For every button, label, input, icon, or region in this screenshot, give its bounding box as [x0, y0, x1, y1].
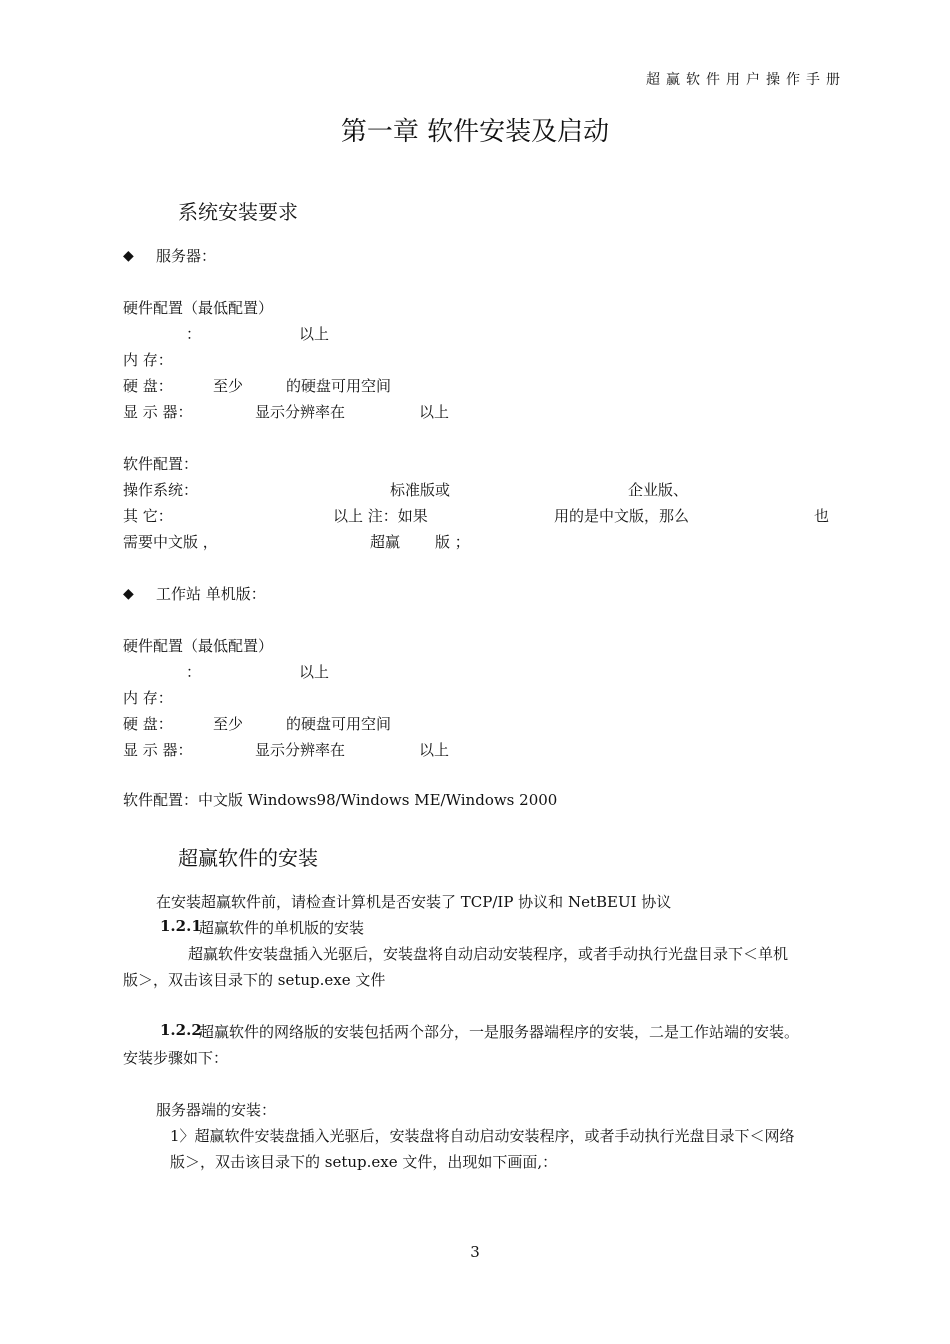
ws-disk-label: 硬 盘：	[123, 715, 173, 733]
bullet-diamond-icon: ◆	[123, 586, 134, 602]
install-intro: 在安装超赢软件前，请检查计算机是否安装了 TCP/IP 协议和 NetBEUI 协议	[156, 893, 672, 911]
section-title-installation: 超赢软件的安装	[178, 846, 318, 870]
chapter-title: 第一章 软件安装及启动	[340, 117, 610, 147]
step1-line1: 1〉超赢软件安装盘插入光驱后，安装盘将自动启动安装程序，或者手动执行光盘目录下＜网络	[170, 1127, 795, 1145]
server-os-label: 操作系统：	[123, 481, 199, 499]
server-other-chinese: 用的是中文版，那么	[554, 507, 690, 525]
server-disk-label: 硬 盘：	[123, 377, 173, 395]
server-disk-min: 至少	[213, 377, 244, 395]
ws-display-label: 显 示 器：	[123, 741, 193, 759]
running-header: 超赢软件用户操作手册	[646, 72, 846, 88]
server-display-label: 显 示 器：	[123, 403, 193, 421]
ws-display-above: 以上	[419, 741, 450, 759]
server-disk-space: 的硬盘可用空间	[286, 377, 392, 395]
ws-cpu-colon: ：	[186, 663, 202, 681]
ws-memory-label: 内 存：	[123, 689, 173, 707]
s121-paragraph-line1: 超赢软件安装盘插入光驱后，安装盘将自动启动安装程序，或者手动执行光盘目录下＜单机	[188, 945, 789, 963]
server-need-chinese: 需要中文版 ，	[123, 533, 218, 551]
ws-cpu-above: 以上	[299, 663, 330, 681]
step1-line2: 版＞，双击该目录下的 setup.exe 文件，出现如下画面,：	[170, 1153, 558, 1171]
s122-paragraph-line2: 安装步骤如下：	[123, 1049, 229, 1067]
server-other-note: 以上 注：如果	[333, 507, 428, 525]
server-display-above: 以上	[419, 403, 450, 421]
s122-paragraph-line1: 超赢软件的网络版的安装包括两个部分，一是服务器端程序的安装，二是工作站端的安装。	[199, 1023, 800, 1041]
ws-disk-min: 至少	[213, 715, 244, 733]
server-sw-title: 软件配置：	[123, 455, 199, 473]
server-os-standard: 标准版或	[390, 481, 451, 499]
server-memory-label: 内 存：	[123, 351, 173, 369]
server-chaoying: 超赢	[370, 533, 401, 551]
s121-paragraph-line2: 版＞，双击该目录下的 setup.exe 文件	[123, 971, 386, 989]
server-os-enterprise: 企业版、	[628, 481, 689, 499]
subsection-number-1-2-2: 1.2.2	[160, 1021, 202, 1039]
subsection-number-1-2-1: 1.2.1	[160, 917, 202, 935]
page-number: 3	[470, 1243, 480, 1261]
server-other-also: 也	[814, 507, 830, 525]
server-hw-title: 硬件配置（最低配置）	[123, 299, 274, 317]
ws-hw-title: 硬件配置（最低配置）	[123, 637, 274, 655]
ws-disk-space: 的硬盘可用空间	[286, 715, 392, 733]
server-install-heading: 服务器端的安装：	[156, 1101, 277, 1119]
server-display-res: 显示分辨率在	[255, 403, 346, 421]
server-label: 服务器：	[156, 247, 217, 265]
bullet-diamond-icon: ◆	[123, 248, 134, 264]
server-cpu-above: 以上	[299, 325, 330, 343]
section-title-requirements: 系统安装要求	[178, 200, 298, 224]
server-cpu-colon: ：	[186, 325, 202, 343]
subsection-title-1-2-1: 超赢软件的单机版的安装	[199, 919, 365, 937]
ws-display-res: 显示分辨率在	[255, 741, 346, 759]
ws-sw-config: 软件配置：中文版 Windows98/Windows ME/Windows 2000	[123, 791, 558, 809]
workstation-label: 工作站 单机版：	[156, 585, 266, 603]
server-edition: 版 ；	[435, 533, 470, 551]
server-other-label: 其 它：	[123, 507, 173, 525]
